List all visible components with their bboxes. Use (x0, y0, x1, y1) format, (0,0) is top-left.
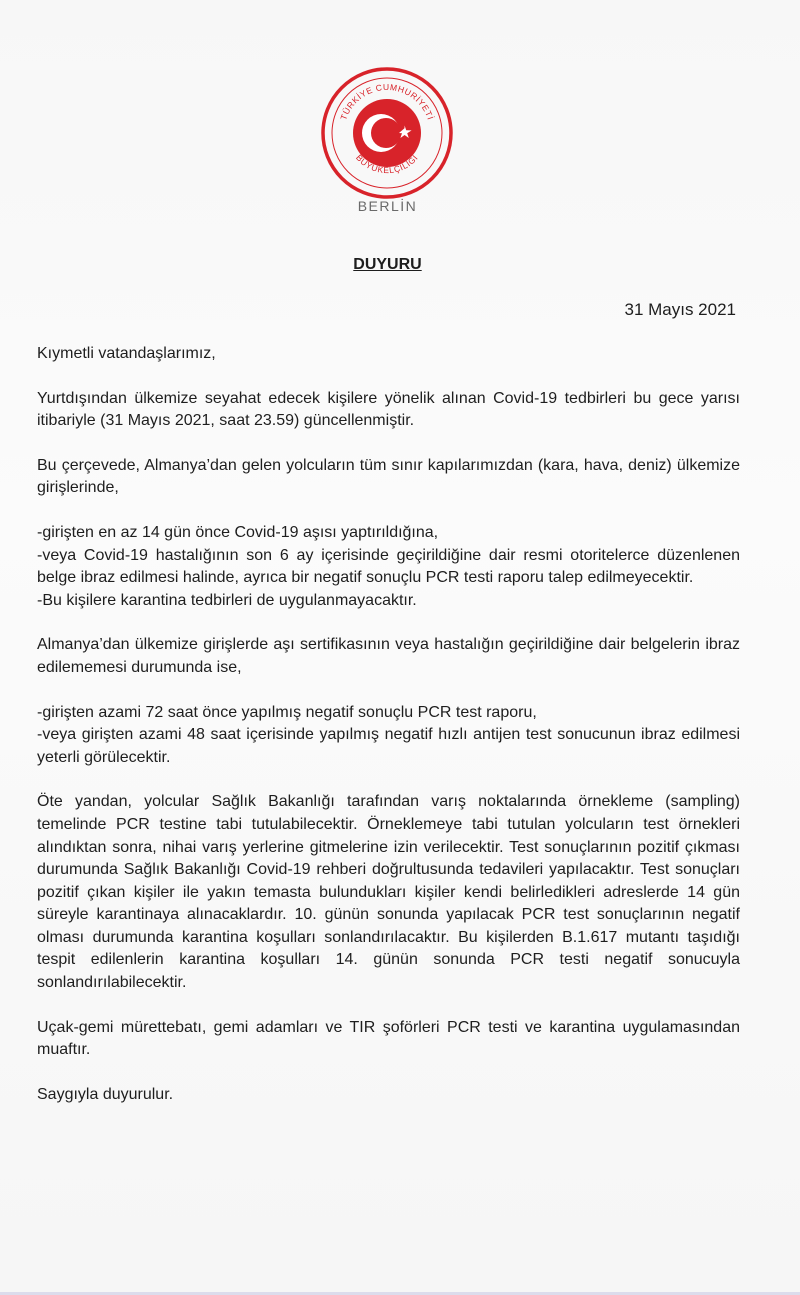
document-title: DUYURU (353, 256, 422, 273)
document-date: 31 Mayıs 2021 (624, 300, 736, 319)
embassy-city: BERLİN (357, 198, 418, 214)
paragraph-5: Uçak-gemi mürettebatı, gemi adamları ve TIR şoförleri PCR testi ve karantina uygulamasından muaftır. (37, 1018, 740, 1059)
list-item: -veya girişten azami 48 saat içerisinde yapılmış negatif hızlı antijen test sonucunun ibraz edilmesi yeterli görülecektir. (37, 726, 740, 766)
paragraph-4: Öte yandan, yolcular Sağlık Bakanlığı tarafından varış noktalarında örnekleme (sampling) temelinde PCR testine tabi tutulabilecektir. Örneklemeye tabi tutulan yolcuların test örnekleri alındıktan sonra, nihai varış yerlerine gitmelerine izin verilecektir. Test sonuçlarının pozitif çıkması durumunda Sağlık Bakanlığı Covid-19 rehberi doğrultusunda tedavileri yapılacaktır. Test sonuçları pozitif çıkan kişiler ile yakın temasta bulundukları kişiler kendi belirledikleri adreslerde 14 gün süreyle karantinaya alınacaklardır. 10. günün sonunda yapılacak PCR test sonuçlarının negatif olması durumunda karantina koşulları sonlandırılacaktır. Bu kişilerden B.1.617 mutantı taşıdığı tespit edilenlerin karantina koşulları 14. günün sonunda PCR testi negatif sonucuyla sonlandırılabilecektir. (37, 793, 740, 992)
paragraph-3: Almanya’dan ülkemize girişlerde aşı sertifikasının veya hastalığın geçirildiğine dair belgelerin ibraz edilememesi durumunda ise, (37, 636, 740, 676)
svg-text:BÜYÜKELÇİLİĞİ: BÜYÜKELÇİLİĞİ (353, 152, 421, 176)
closing-line: Saygıyla duyurulur. (37, 1085, 174, 1103)
document-body (37, 343, 740, 1106)
embassy-seal-logo (316, 62, 458, 204)
seal-emblem-icon (316, 62, 458, 204)
paragraph-1: Yurtdışından ülkemize seyahat edecek kişilere yönelik alınan Covid-19 tedbirleri bu gece yarısı itibariyle (31 Mayıs 2021, saat 23.59) güncellenmiştir. (37, 389, 740, 430)
list-item: -girişten en az 14 gün önce Covid-19 aşısı yaptırıldığına, (37, 523, 439, 541)
greeting: Kıymetli vatandaşlarımız, (37, 345, 216, 362)
list-item: -Bu kişilere karantina tedbirleri de uygulanmayacaktır. (37, 591, 417, 609)
paragraph-2: Bu çerçevede, Almanya’dan gelen yolcuların tüm sınır kapılarımızdan (kara, hava, deniz) ülkemize girişlerinde, (37, 456, 740, 497)
list-item: -girişten azami 72 saat önce yapılmış negatif sonuçlu PCR test raporu, (37, 703, 537, 721)
svg-text:TÜRKİYE CUMHURİYETİ: TÜRKİYE CUMHURİYETİ (338, 81, 436, 122)
list-item: -veya Covid-19 hastalığının son 6 ay içerisinde geçirildiğine dair resmi otoritelerce düzenlenen belge ibraz edilmesi halinde, ayrıca bir negatif sonuçlu PCR testi raporu talep edilmeyecektir. (37, 546, 740, 587)
